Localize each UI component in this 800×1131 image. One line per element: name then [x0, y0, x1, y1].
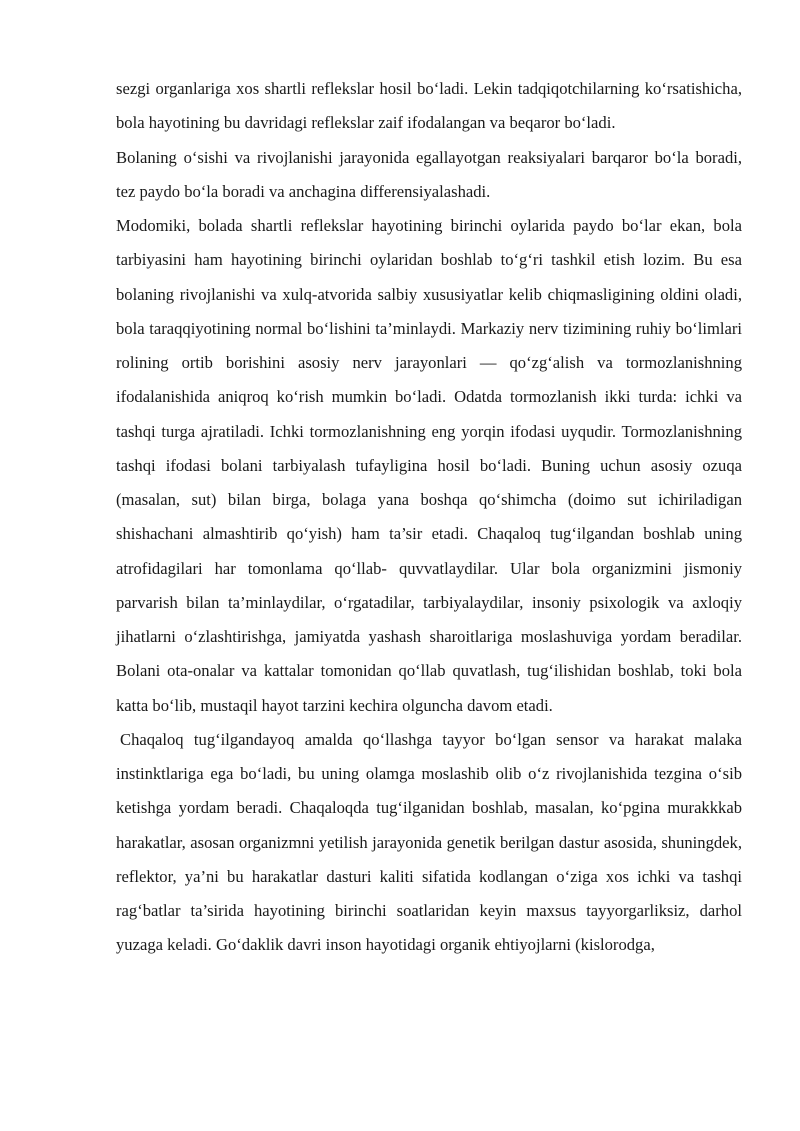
paragraph: Modomiki, bolada shartli reflekslar hayotining birinchi oylarida paydo bo‘lar ekan, bola tarbiyasini ham hayotining birinchi oylaridan boshlab to‘g‘ri tashkil etish lozim. Bu esa bolaning rivojlanishi va xulq-atvorida salbiy xususiyatlar kelib chiqmasligining oldini oladi, bola taraqqiyotining normal bo‘lishini ta’minlaydi. Markaziy nerv tizimining ruhiy bo‘limlari rolining ortib borishini asosiy nerv jarayonlari — qo‘zg‘alish va tormozlanishning ifodalanishida aniqroq ko‘rish mumkin bo‘ladi. Odatda tormozlanish ikki turda: ichki va tashqi turga ajratiladi. Ichki tormozlanishning eng yorqin ifodasi uyqudir. Tormozlanishning tashqi ifodasi bolani tarbiyalash tufayligina hosil bo‘ladi. Buning uchun asosiy ozuqa (masalan, sut) bilan birga, bolaga yana boshqa qo‘shimcha (doimo sut ichiriladigan shishachani almashtirib qo‘yish) ham ta’sir etadi. Chaqaloq tug‘ilgandan boshlab uning atrofidagilari har tomonlama qo‘llab- quvvatlaydilar. Ular bola organizmini jismoniy parvarish bilan ta’minlaydilar, o‘rgatadilar, tarbiyalaydilar, insoniy psixologik va axloqiy jihatlarni o‘zlashtirishga, jamiyatda yashash sharoitlariga moslashuviga yordam beradilar. Bolani ota-onalar va kattalar tomonidan qo‘llab quvatlash, tug‘ilishidan boshlab, toki bola katta bo‘lib, mustaqil hayot tarzini kechira olguncha davom etadi. [116, 216, 742, 715]
paragraph: Bolaning o‘sishi va rivojlanishi jarayonida egallayotgan reaksiyalari barqaror bo‘la boradi, tez paydo bo‘la boradi va anchagina differensiyalashadi. [116, 147, 742, 201]
paragraph: Chaqaloq tug‘ilgandayoq amalda qo‘llashga tayyor bo‘lgan sensor va harakat malaka instinktlariga ega bo‘ladi, bu uning olamga moslashib olib o‘z rivojlanishida tezgina o‘sib ketishga yordam beradi. Chaqaloqda tug‘ilganidan boshlab, masalan, ko‘pgina murakkkab harakatlar, asosan organizmni yetilish jarayonida genetik berilgan dastur asosida, shuningdek, reflektor, ya’ni bu harakatlar dasturi kaliti sifatida kodlangan o‘ziga xos ichki va tashqi rag‘batlar ta’sirida hayotining birinchi soatlaridan keyin maxsus tayyorgarliksiz, darhol yuzaga keladi. Go‘daklik davri inson hayotidagi organik ehtiyojlarni (kislorodga, [116, 729, 742, 955]
body-text [116, 72, 742, 963]
paragraph: sezgi organlariga xos shartli reflekslar hosil bo‘ladi. Lekin tadqiqotchilarning ko‘rsatishicha, bola hayotining bu davridagi reflekslar zaif ifodalangan va beqaror bo‘ladi. [116, 79, 742, 133]
